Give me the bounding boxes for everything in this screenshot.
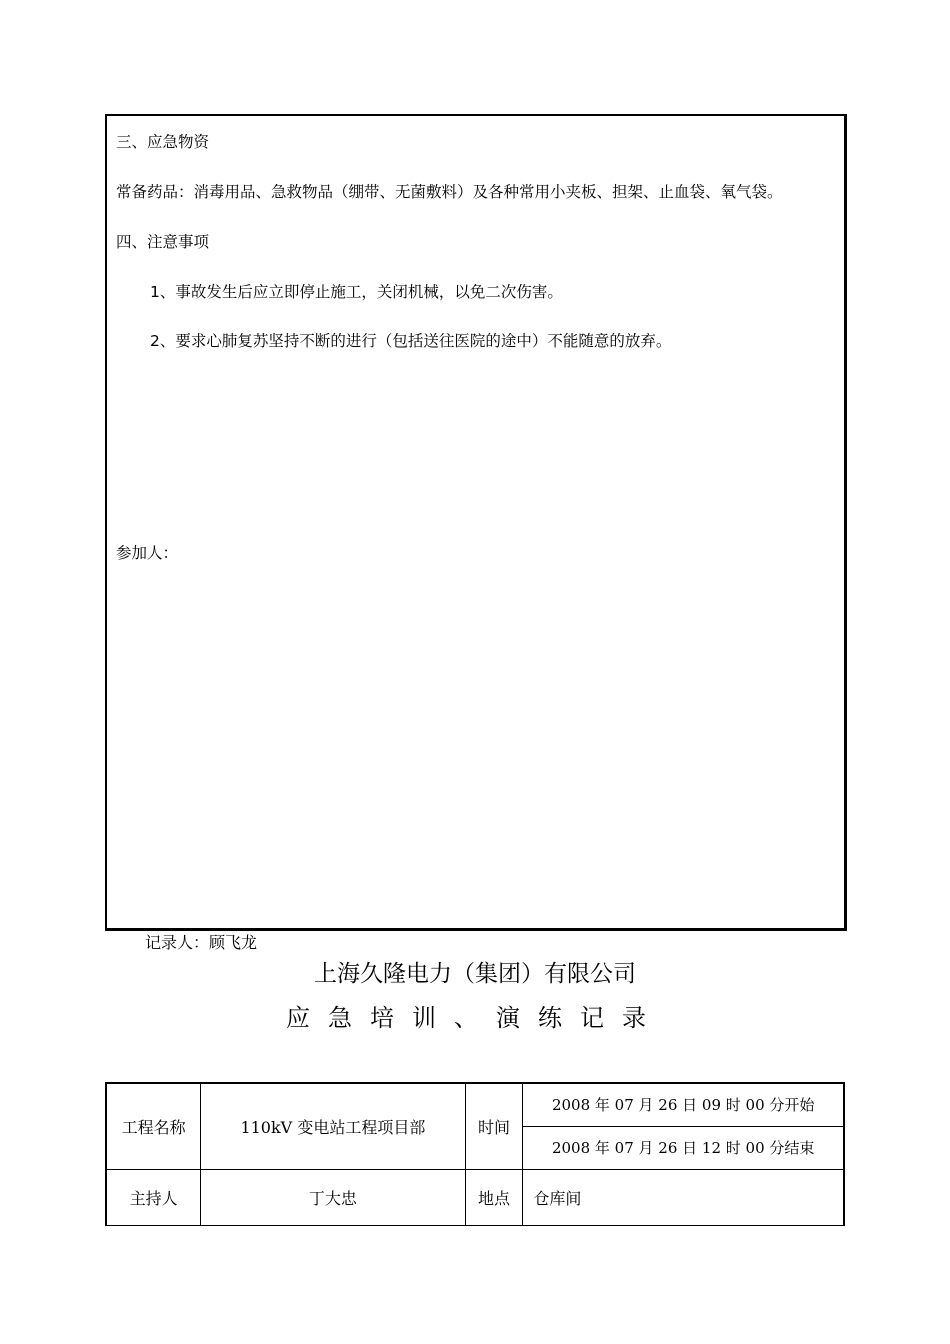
participants-label: 参加人： bbox=[116, 544, 179, 562]
host-value: 丁大忠 bbox=[201, 1169, 465, 1225]
project-name-value: 110kV 变电站工程项目部 bbox=[201, 1083, 465, 1169]
company-name: 上海久隆电力（集团）有限公司 bbox=[314, 961, 636, 987]
host-label: 主持人 bbox=[106, 1169, 201, 1225]
location-label: 地点 bbox=[465, 1169, 523, 1225]
record-content-box bbox=[105, 114, 847, 931]
note-item-1: 1、事故发生后应立即停止施工，关闭机械，以免二次伤害。 bbox=[150, 283, 563, 301]
time-label: 时间 bbox=[465, 1083, 523, 1169]
time-end: 2008 年 07 月 26 日 12 时 00 分结束 bbox=[523, 1126, 844, 1169]
note-item-2: 2、要求心肺复苏坚持不断的进行（包括送往医院的途中）不能随意的放弃。 bbox=[150, 332, 672, 350]
recorder-line: 记录人：顾飞龙 bbox=[145, 933, 258, 952]
time-start: 2008 年 07 月 26 日 09 时 00 分开始 bbox=[523, 1083, 844, 1126]
heading-supplies: 三、应急物资 bbox=[116, 133, 210, 151]
heading-notes: 四、注意事项 bbox=[116, 233, 210, 251]
document-title: 应急培训、演练记录 bbox=[286, 1004, 664, 1032]
location-value: 仓库间 bbox=[523, 1169, 844, 1225]
training-info-table bbox=[105, 1082, 845, 1226]
project-name-label: 工程名称 bbox=[106, 1083, 201, 1169]
supplies-text: 常备药品：消毒用品、急救物品（绷带、无菌敷料）及各种常用小夹板、担架、止血袋、氧气袋。 bbox=[116, 183, 783, 201]
